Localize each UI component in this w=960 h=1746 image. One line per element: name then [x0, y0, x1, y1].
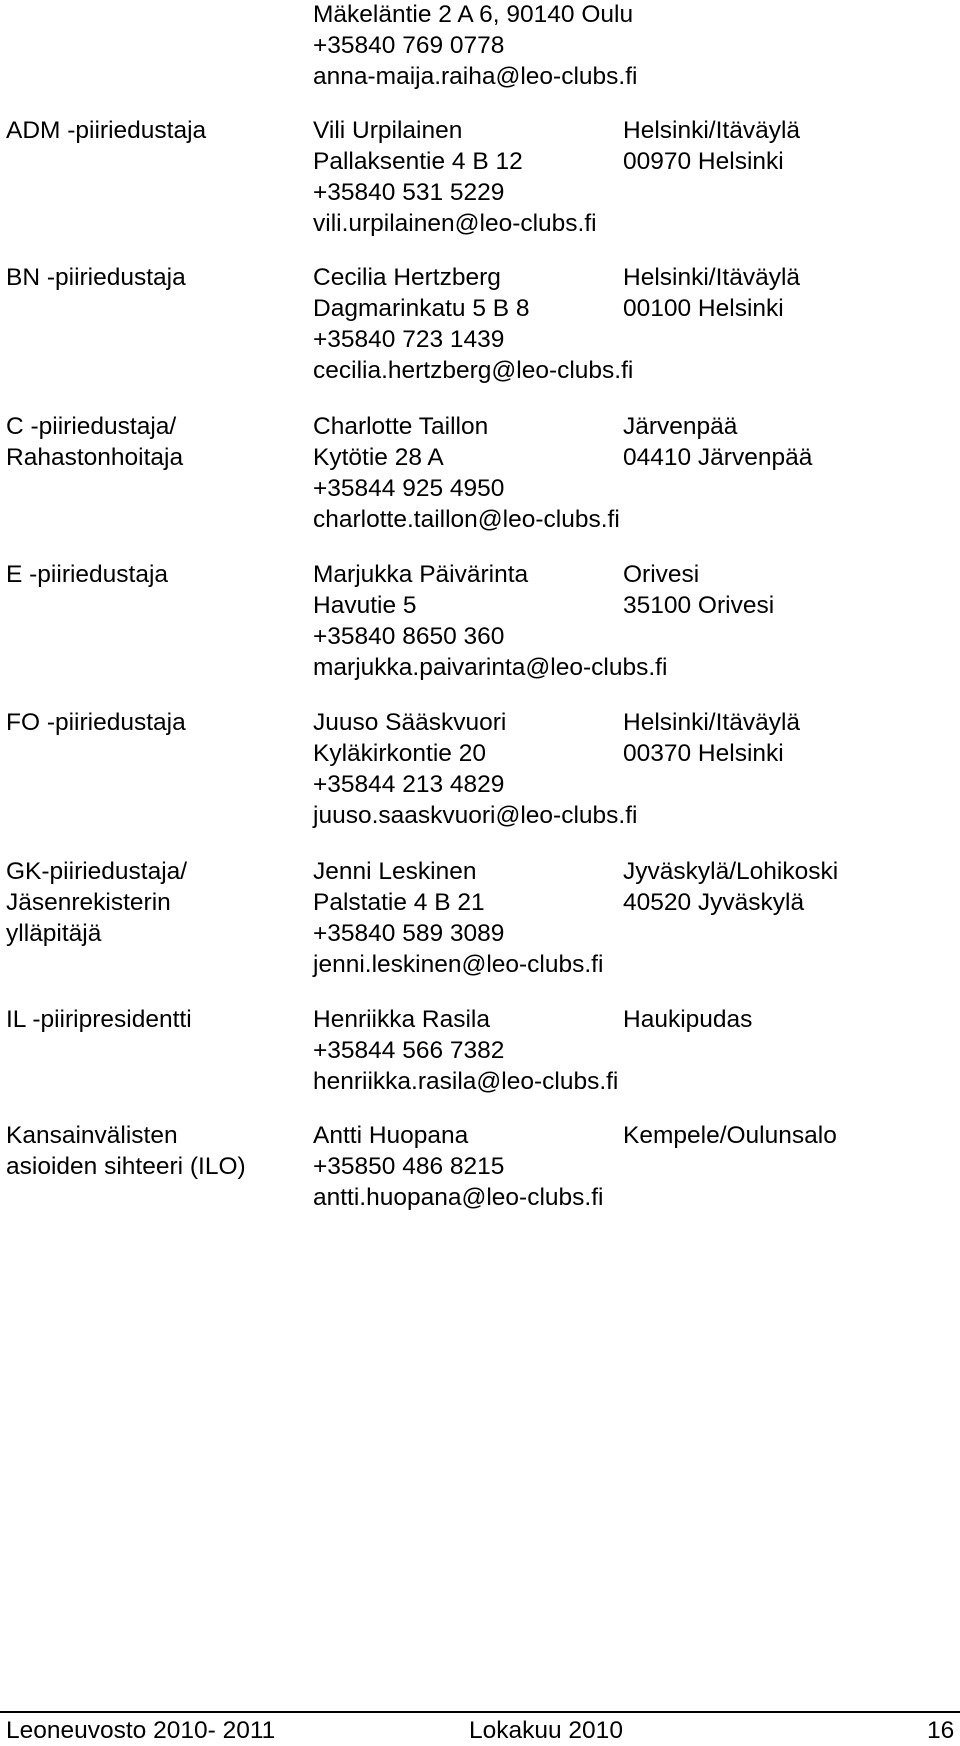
- role-label: BN -piiriedustaja: [6, 264, 186, 291]
- postal-city: 35100 Orivesi: [623, 592, 775, 619]
- contact-phone: +35840 531 5229: [313, 179, 505, 206]
- club-name: Järvenpää: [623, 413, 738, 440]
- role-label: E -piiriedustaja: [6, 561, 169, 588]
- club-name: Kempele/Oulunsalo: [623, 1122, 837, 1149]
- contact-phone: +35840 723 1439: [313, 326, 505, 353]
- header-phone: +35840 769 0778: [313, 32, 505, 59]
- role-label: C -piiriedustaja/: [6, 413, 177, 440]
- role-label: IL -piiripresidentti: [6, 1006, 192, 1033]
- contact-email: charlotte.taillon@leo-clubs.fi: [313, 506, 620, 533]
- role-label: FO -piiriedustaja: [6, 709, 186, 736]
- header-address: Mäkeläntie 2 A 6, 90140 Oulu: [313, 1, 634, 28]
- postal-city: 04410 Järvenpää: [623, 444, 813, 471]
- club-name: Helsinki/Itäväylä: [623, 264, 801, 291]
- club-name: Helsinki/Itäväylä: [623, 117, 801, 144]
- contact-email: jenni.leskinen@leo-clubs.fi: [313, 951, 604, 978]
- contact-name: Cecilia Hertzberg: [313, 264, 501, 291]
- contact-phone: +35844 566 7382: [313, 1037, 505, 1064]
- contact-address: Pallaksentie 4 B 12: [313, 148, 523, 175]
- contact-name: Juuso Sääskvuori: [313, 709, 507, 736]
- contact-email: marjukka.paivarinta@leo-clubs.fi: [313, 654, 668, 681]
- footer-center-text: Lokakuu 2010: [469, 1717, 623, 1744]
- footer-page-number: 16: [927, 1717, 955, 1744]
- contact-email: vili.urpilainen@leo-clubs.fi: [313, 210, 597, 237]
- contact-phone: +35840 589 3089: [313, 920, 505, 947]
- contact-email: henriikka.rasila@leo-clubs.fi: [313, 1068, 619, 1095]
- postal-city: 00100 Helsinki: [623, 295, 784, 322]
- club-name: Jyväskylä/Lohikoski: [623, 858, 839, 885]
- role-label: Jäsenrekisterin: [6, 889, 171, 916]
- contact-phone: +35840 8650 360: [313, 623, 505, 650]
- postal-city: 00970 Helsinki: [623, 148, 784, 175]
- contact-name: Marjukka Päivärinta: [313, 561, 529, 588]
- contact-name: Charlotte Taillon: [313, 413, 489, 440]
- role-label: Kansainvälisten: [6, 1122, 178, 1149]
- role-label: ylläpitäjä: [6, 920, 102, 947]
- footer-left-text: Leoneuvosto 2010- 2011: [6, 1717, 276, 1744]
- contact-email: cecilia.hertzberg@leo-clubs.fi: [313, 357, 634, 384]
- contact-address: Kytötie 28 A: [313, 444, 444, 471]
- club-name: Haukipudas: [623, 1006, 753, 1033]
- contact-name: Jenni Leskinen: [313, 858, 477, 885]
- contact-name: Henriikka Rasila: [313, 1006, 491, 1033]
- role-label: GK-piiriedustaja/: [6, 858, 188, 885]
- role-label: Rahastonhoitaja: [6, 444, 184, 471]
- contact-phone: +35850 486 8215: [313, 1153, 505, 1180]
- header-email: anna-maija.raiha@leo-clubs.fi: [313, 63, 638, 90]
- contact-name: Vili Urpilainen: [313, 117, 463, 144]
- contact-phone: +35844 925 4950: [313, 475, 505, 502]
- contact-address: Havutie 5: [313, 592, 417, 619]
- contact-address: Palstatie 4 B 21: [313, 889, 485, 916]
- postal-city: 40520 Jyväskylä: [623, 889, 805, 916]
- club-name: Orivesi: [623, 561, 700, 588]
- contact-address: Kyläkirkontie 20: [313, 740, 486, 767]
- footer-divider: [0, 1711, 960, 1713]
- contact-email: juuso.saaskvuori@leo-clubs.fi: [313, 802, 638, 829]
- contact-phone: +35844 213 4829: [313, 771, 505, 798]
- postal-city: 00370 Helsinki: [623, 740, 784, 767]
- role-label: ADM -piiriedustaja: [6, 117, 207, 144]
- club-name: Helsinki/Itäväylä: [623, 709, 801, 736]
- contact-address: Dagmarinkatu 5 B 8: [313, 295, 530, 322]
- role-label: asioiden sihteeri (ILO): [6, 1153, 246, 1180]
- contact-email: antti.huopana@leo-clubs.fi: [313, 1184, 604, 1211]
- contact-name: Antti Huopana: [313, 1122, 469, 1149]
